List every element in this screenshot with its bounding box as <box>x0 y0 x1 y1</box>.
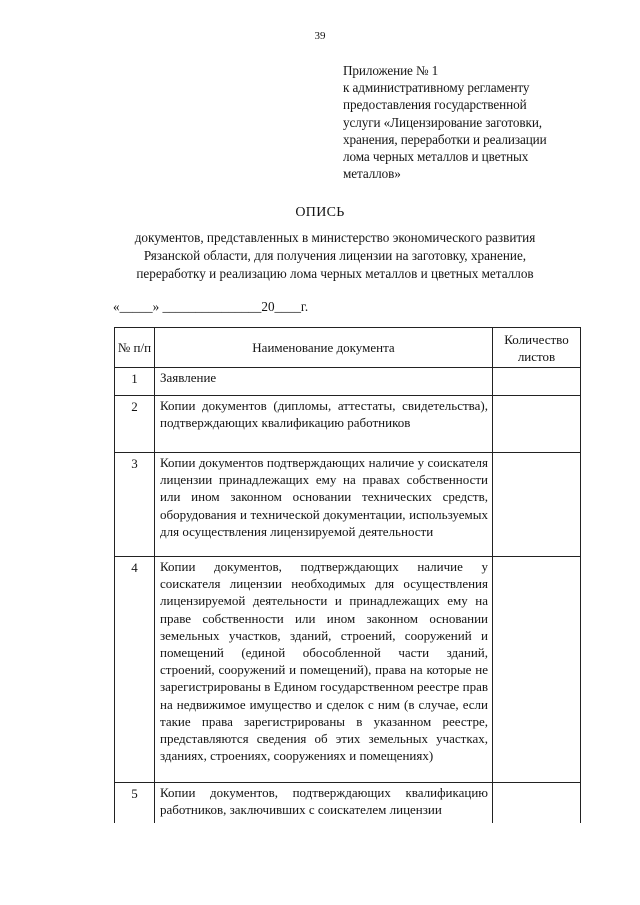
subtitle-line: Рязанской области, для получения лицензии на заготовку, хранение, <box>143 248 527 263</box>
appendix-line: Приложение № 1 <box>343 63 439 78</box>
table-row <box>115 453 581 557</box>
row-sheet-count <box>493 783 581 823</box>
table-row <box>115 557 581 783</box>
row-number: 2 <box>115 396 155 453</box>
table-row <box>115 783 581 823</box>
subtitle-line: переработку и реализацию лома черных металлов и цветных металлов <box>136 266 534 281</box>
table-header-row <box>115 328 581 368</box>
row-document-name: Заявление <box>155 368 493 396</box>
row-sheet-count <box>493 368 581 396</box>
appendix-line: хранения, переработки и реализации <box>343 131 547 147</box>
document-title: ОПИСЬ <box>295 205 345 220</box>
header-sheet-count: Количество листов <box>493 328 581 368</box>
row-sheet-count <box>493 396 581 453</box>
page-number: 39 <box>314 30 326 42</box>
row-number: 3 <box>115 453 155 557</box>
row-document-name: Копии документов (дипломы, аттестаты, свидетельства), подтверждающих квалификацию работников <box>155 396 493 453</box>
date-line: «_____» _______________20____г. <box>113 299 309 314</box>
row-number: 4 <box>115 557 155 783</box>
row-document-name: Копии документов, подтверждающих наличие у соискателя лицензии необходимых для осуществления лицензируемой деятельности и принадлежащих ему на праве собственности или ином законном основании земельных участков, зданий, строений, сооружений и помещений (единой обособленной части зданий, строений, сооружений и помещений), права на которые не зарегистрированы в Едином государственном реестре прав на недвижимое имущество и сделок с ним (в случае, если такие права зарегистрированы в указанном реестре, представляются сведения об этих земельных участках, зданиях, строениях, сооружениях и помещениях) <box>155 557 493 783</box>
table-row <box>115 396 581 453</box>
header-number: № п/п <box>115 328 155 368</box>
row-number: 5 <box>115 783 155 823</box>
row-sheet-count <box>493 557 581 783</box>
appendix-note <box>343 62 583 182</box>
documents-table <box>114 327 581 823</box>
row-document-name: Копии документов, подтверждающих квалификацию работников, заключивших с соискателем лицензии <box>155 783 493 823</box>
appendix-line: предоставления государственной <box>343 97 527 113</box>
appendix-line: услуги «Лицензирование заготовки, <box>343 114 543 130</box>
document-subtitle <box>100 229 570 283</box>
table-row <box>115 368 581 396</box>
appendix-line: лома черных металлов и цветных <box>343 149 529 165</box>
appendix-line: металлов» <box>343 166 401 182</box>
header-document-name: Наименование документа <box>155 328 493 368</box>
row-number: 1 <box>115 368 155 396</box>
subtitle-line: документов, представленных в министерство экономического развития <box>134 230 536 245</box>
row-sheet-count <box>493 453 581 557</box>
appendix-line: к административному регламенту <box>343 80 530 96</box>
row-document-name: Копии документов подтверждающих наличие у соискателя лицензии принадлежащих ему на правах собственности или ином законном основании технических средств, оборудования и технической документации, используемых для осуществления лицензируемой деятельности <box>155 453 493 557</box>
